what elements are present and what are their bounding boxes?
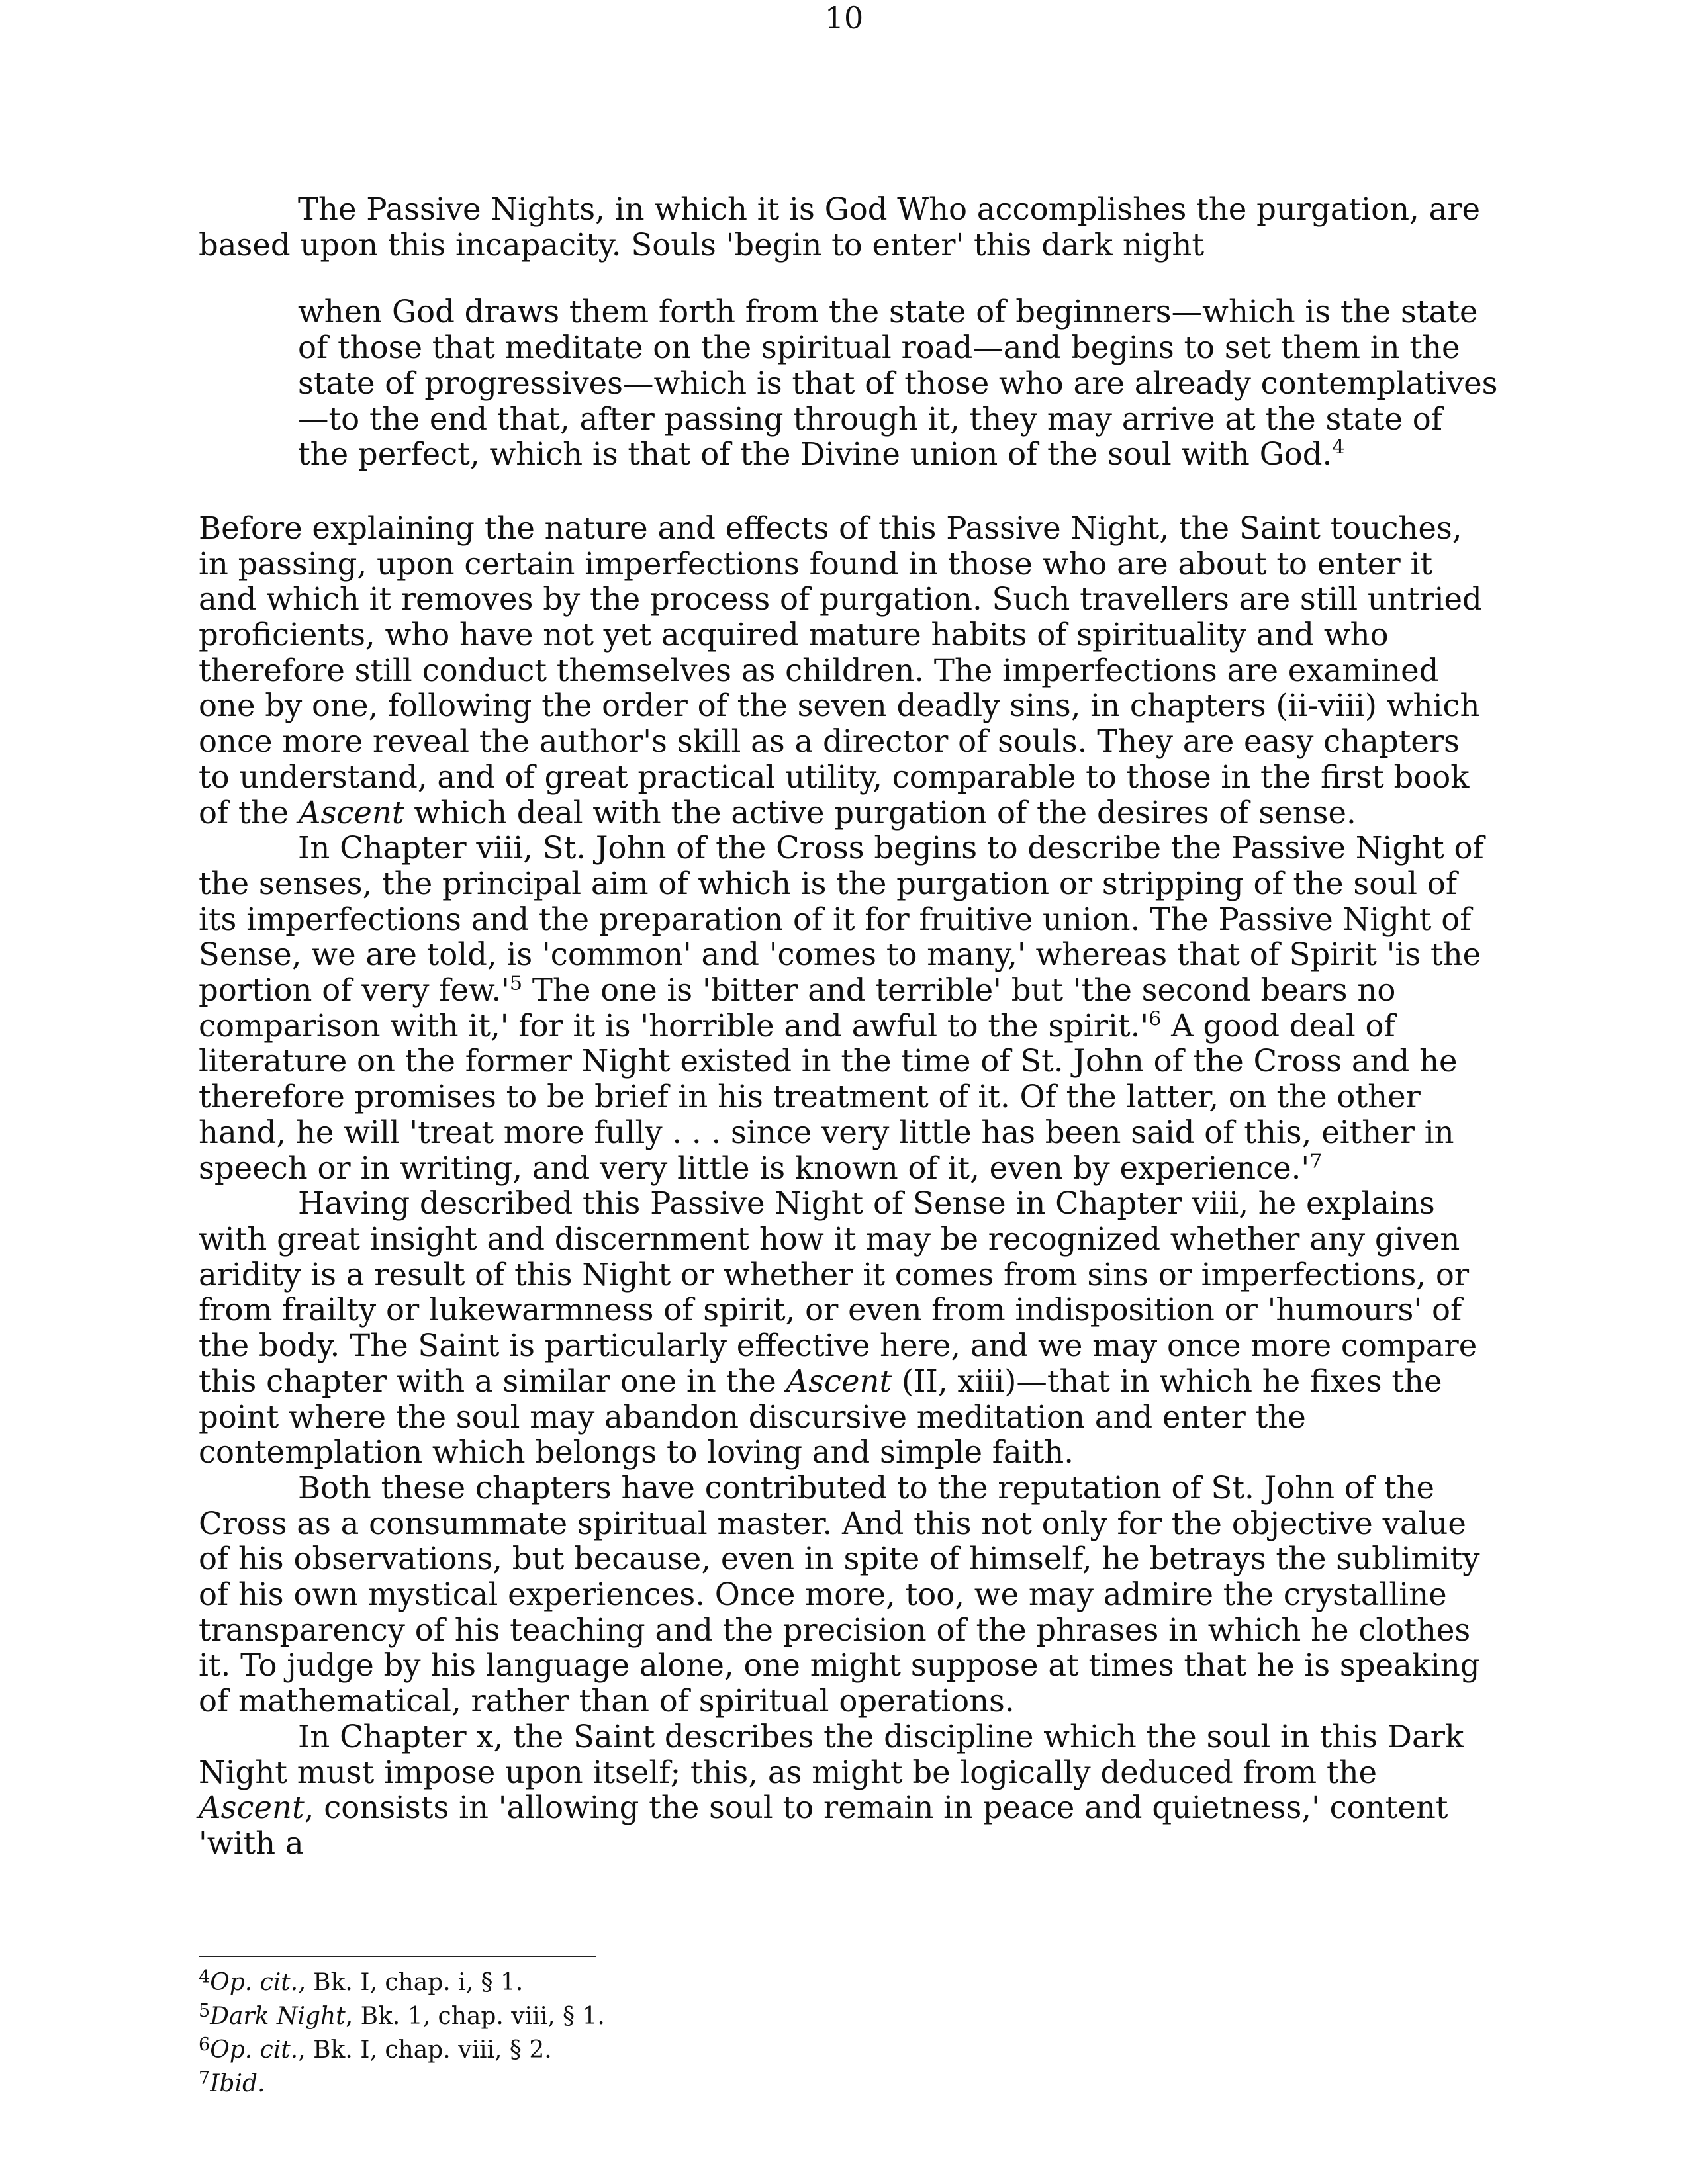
footnote-ref-7[interactable]: 7 [1309, 1149, 1323, 1173]
paragraph-6: In Chapter x, the Saint describes the discipline which the soul in this Dark Night must impose upon itself; this, as might be logically deduced from the Ascent, consists in 'allowing the soul to remain in peace and quietness,' content 'with a [199, 1718, 1464, 1861]
footnote: $^6$Op. cit., Bk. I, chap. viii, § 2. [199, 2034, 552, 2064]
footnote-ref-6[interactable]: 6 [1149, 1007, 1162, 1031]
footnotes [199, 1966, 1456, 2101]
footnote-separator [199, 1956, 596, 1957]
block-quote: when God draws them forth from the state of beginners—which is the state of those that meditate on the spiritual road—and begins to set them in the state of progressives—which is that of those who are already contemplatives—to the end that, after passing through it, they may arrive at the state of the perfect, which is that of the Divine union of the soul with God.$^4$ [298, 294, 1498, 473]
footnote: $^4$Op. cit., Bk. I, chap. i, § 1. [199, 1967, 524, 1996]
paragraph-2: Before explaining the nature and effects of this Passive Night, the Saint touches, in passing, upon certain imperfections found in those who are about to enter it and which it removes by the process of purgation. Such travellers are still untried proficients, who have not yet acquired mature habits of spirituality and who therefore still conduct themselves as children. The imperfections are examined one by one, following the order of the seven deadly sins, in chapters (ii-viii) which once more reveal the author's skill as a director of souls. They are easy chapters to understand, and of great practical utility, comparable to those in the first book of the Ascent which deal with the active purgation of the desires of sense. [199, 510, 1482, 831]
page-number: 10 [824, 0, 864, 36]
paragraph-3: In Chapter viii, St. John of the Cross begins to describe the Passive Night of the senses, the principal aim of which is the purgation or stripping of the soul of its imperfections and the preparation of it for fruitive union. The Passive Night of Sense, we are told, is 'common' and 'comes to many,' whereas that of Spirit 'is the portion of very $few.'^5$ The one is 'bitter and terrible' but 'the second bears no comparison with it,' for it is 'horrible and awful to the $spirit.'^6$ A good deal of literature on the former Night existed in the time of St. John of the Cross and he therefore promises to be brief in his treatment of it. Of the latter, on the other hand, he will 'treat more fully . . . since very little has been said of this, either in speech or in writing, and very little is known of it, even by $experience.'^7$ [199, 830, 1484, 1186]
footnote: $^7$Ibid. [199, 2068, 265, 2097]
footnote: $^5$Dark Night, Bk. 1, chap. viii, § 1. [199, 2001, 605, 2030]
paragraph-1: The Passive Nights, in which it is God Who accomplishes the purgation, are based upon this incapacity. Souls 'begin to enter' this dark night [199, 191, 1481, 263]
body-text [199, 192, 1499, 1862]
paragraph-5: Both these chapters have contributed to the reputation of St. John of the Cross as a consummate spiritual master. And this not only for the objective value of his observations, but because, even in spite of himself, he betrays the sublimity of his own mystical experiences. Once more, too, we may admire the crystalline transparency of his teaching and the precision of the phrases in which he clothes it. To judge by his language alone, one might suppose at times that he is speaking of mathematical, rather than of spiritual operations. [199, 1469, 1480, 1719]
footnote-ref-4[interactable]: 4 [1332, 435, 1345, 459]
footnote-ref-5[interactable]: 5 [509, 972, 523, 995]
paragraph-4: Having described this Passive Night of Sense in Chapter viii, he explains with great insight and discernment how it may be recognized whether any given aridity is a result of this Night or whether it comes from sins or imperfections, or from frailty or lukewarmness of spirit, or even from indisposition or 'humours' of the body. The Saint is particularly effective here, and we may once more compare this chapter with a similar one in the Ascent (II, xiii)—that in which he fixes the point where the soul may abandon discursive meditation and enter the contemplation which belongs to loving and simple faith. [199, 1185, 1477, 1471]
